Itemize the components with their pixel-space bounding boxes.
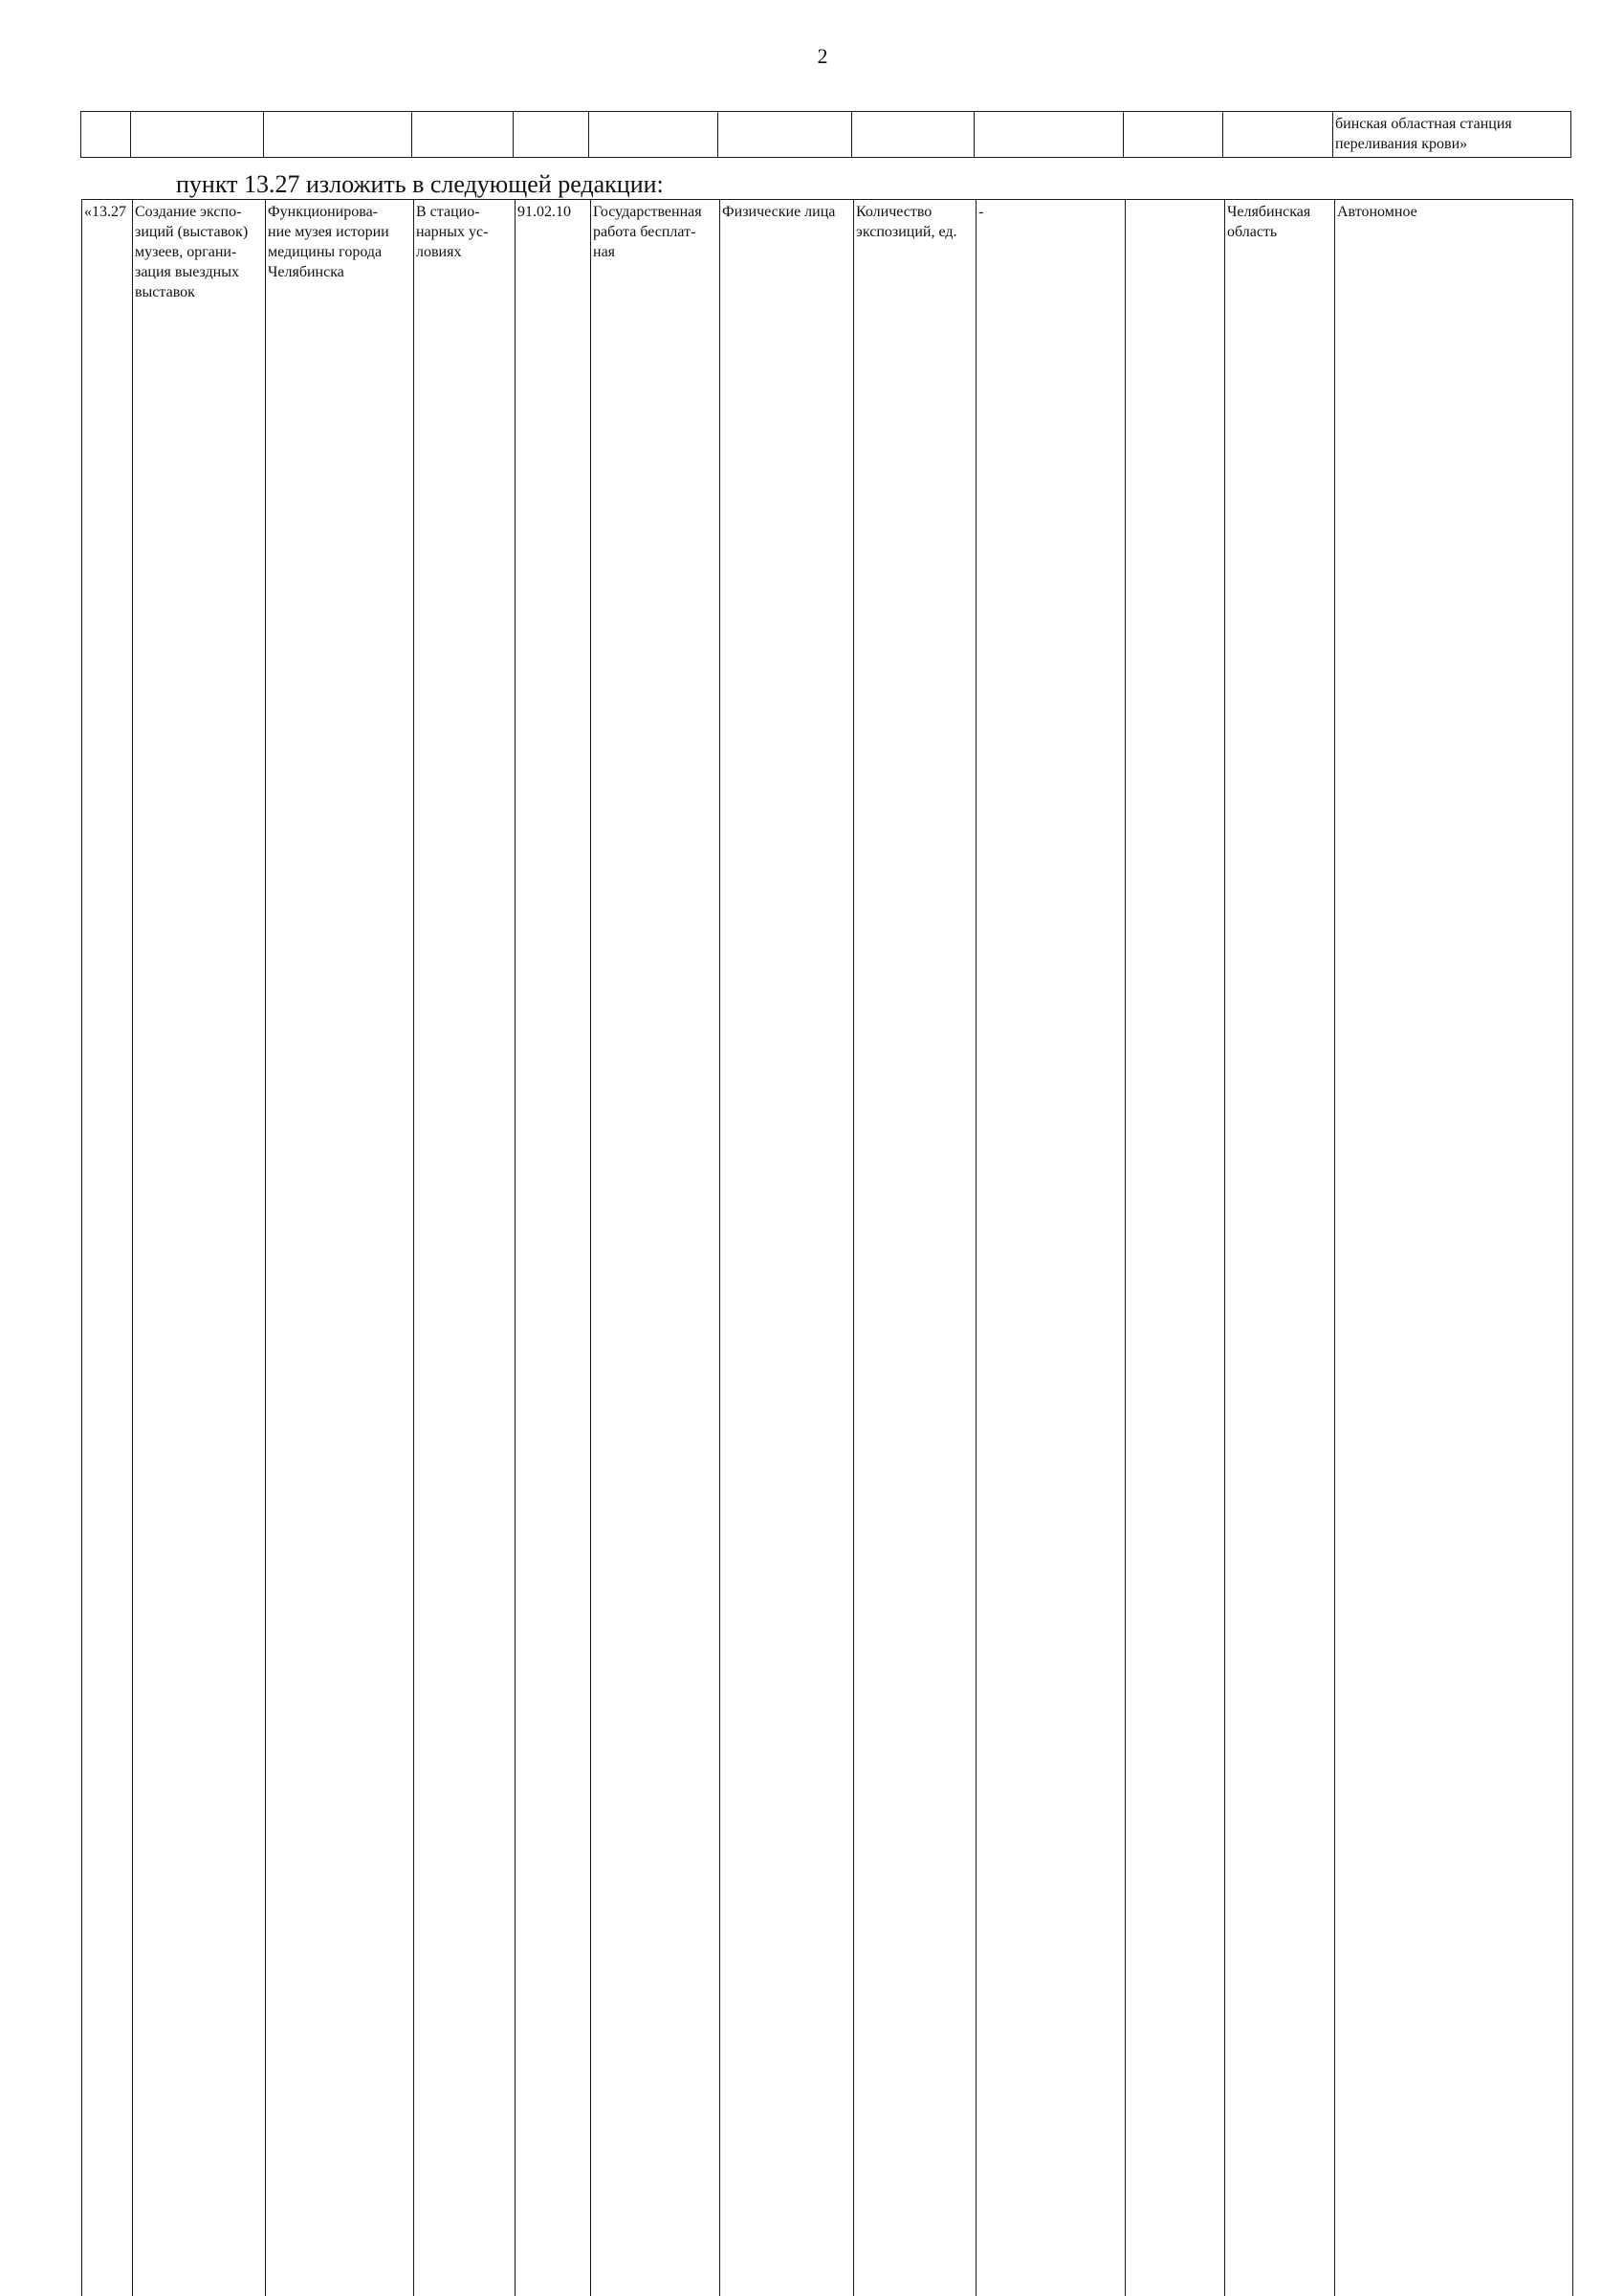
amendment-table [81,199,1573,2296]
table-row [81,112,1571,158]
table-cell [852,112,975,158]
cell-conditions: В стацио- нарных ус- ловиях [414,200,516,2296]
cell-work-name: Создание экспо- зиций (выставок) музеев, органи- зация выездных выставок [133,200,266,2296]
table-cell [718,112,852,158]
table-cell [131,112,264,158]
cell-item-number: «13.27 [82,200,133,2296]
cell-indicator: Количество экспозиций, ед. [854,200,977,2296]
cell-work-type: Государственная работа бесплат- ная [591,200,720,2296]
table-cell [975,112,1124,158]
cell-content: Функционирова- ние музея истории медицины города Челябинска [266,200,414,2296]
cell-dash: - [977,200,1126,2296]
amendment-caption: пункт 13.27 изложить в следующей редакции: [176,170,664,199]
table-cell [412,112,514,158]
table-row [82,200,1573,2296]
cell-code: 91.02.10 [516,200,591,2296]
table-cell [1124,112,1223,158]
page-number: 2 [0,44,1624,69]
table-cell: бинская областная станция переливания крови» [1333,112,1571,158]
cell-institution-type: Автономное [1335,200,1573,2296]
cell-consumers: Физические лица [720,200,854,2296]
table-cell [1223,112,1333,158]
cell-empty [1126,200,1225,2296]
table-cell [589,112,718,158]
continued-table [80,111,1571,158]
cell-region: Челябинская область [1225,200,1335,2296]
table-cell [264,112,412,158]
table-cell [514,112,589,158]
table-cell [81,112,131,158]
